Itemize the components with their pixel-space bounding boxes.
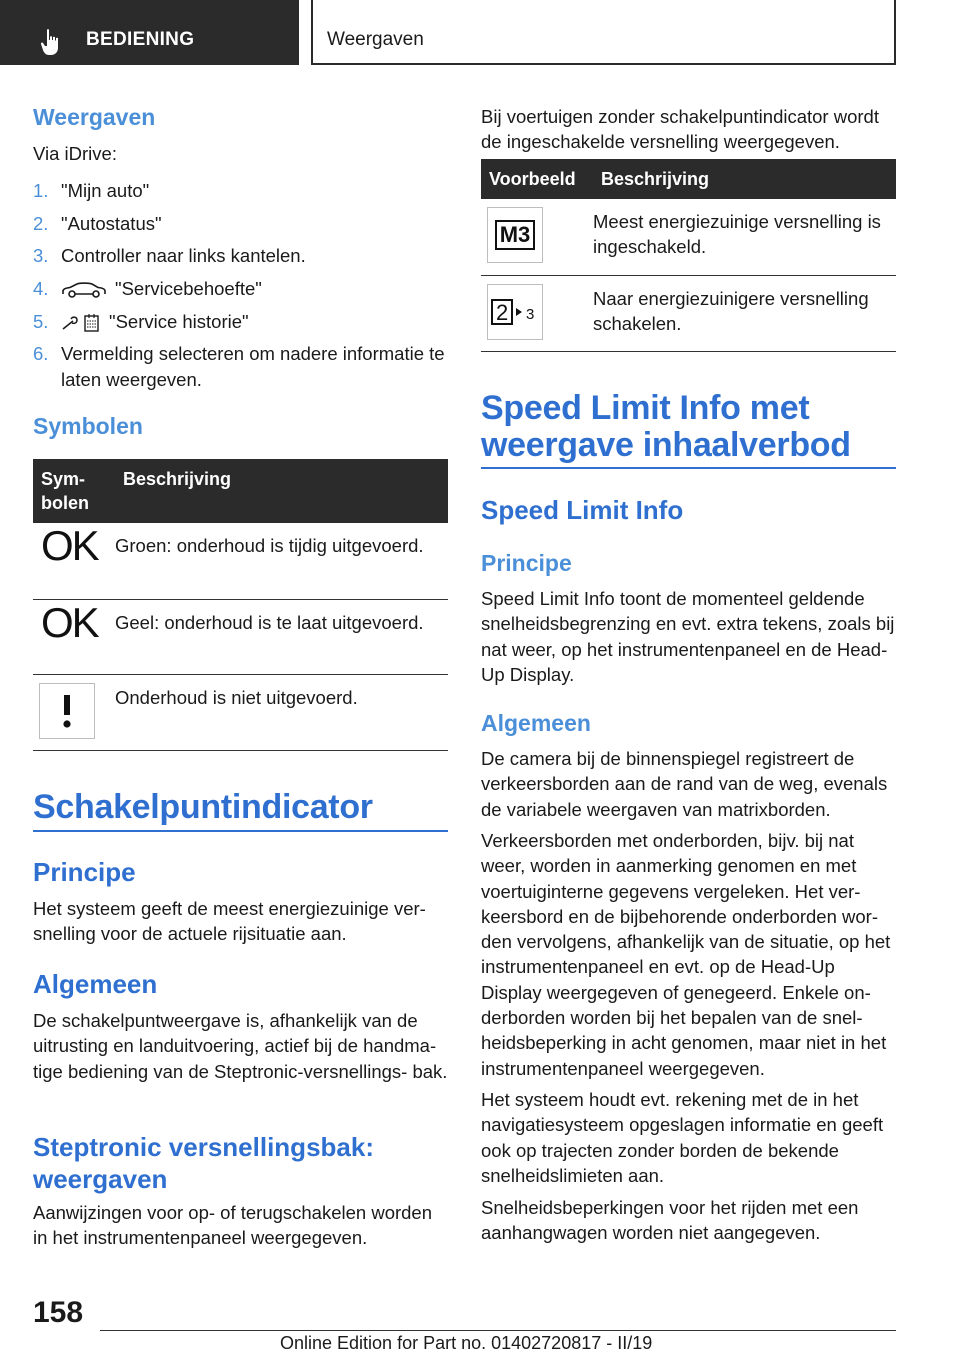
ok-yellow-icon: OK [41, 598, 98, 646]
gear-intro-text: Bij voertuigen zonder schakelpuntindicator wordt de ingeschakelde versnelling weergegeven. [481, 106, 879, 153]
section-tab [0, 0, 299, 65]
column-header: Beschrijving [593, 159, 896, 199]
table-header [481, 159, 896, 199]
steptronic-text: Aanwijzingen voor op- of terugschakelen worden in het instrumentenpaneel weergegeven. [33, 1202, 433, 1249]
table-header [33, 459, 448, 523]
table-cell: Onderhoud is niet uitgevoerd. [115, 674, 448, 750]
speed-title: Speed Limit Info met weergave inhaalverbod [481, 389, 851, 464]
list-item: 5. "Service historie" [33, 310, 249, 332]
principe-text: Het systeem geeft de meest energiezuinige ver‐ snelling voor de actuele rijsituatie aan. [33, 898, 426, 945]
schakel-title: Schakelpuntindicator [33, 788, 373, 826]
car-outline-icon [61, 281, 107, 299]
speed-para-1: De camera bij de binnenspiegel registreert de verkeersborden aan de rand van de weg, evenals de variabele weergaven van matrixborden. [481, 748, 888, 820]
column-header: Sym‐ bolen [33, 459, 115, 523]
list-item: 6. Vermelding selecteren om nadere informatie te laten weergeven. [33, 343, 445, 390]
speed-principe-text: Speed Limit Info toont de momenteel geldende snelheidsbegrenzing en evt. extra tekens, zoals bij nat weer, op het instrumentenpaneel en de Head-Up Display. [481, 588, 895, 685]
table-cell: Meest energiezuinige versnelling is ingeschakeld. [593, 199, 896, 275]
speed-para-4: Snelheidsbeperkingen voor het rijden met een aanhangwagen worden niet aangegeven. [481, 1197, 859, 1244]
speed-principe-heading: Principe [481, 550, 572, 576]
algemeen-text: De schakelpuntweergave is, afhankelijk van de uitrusting en landuitvoering, actief bij de handma‐ tige bediening van de Steptronic-versnellings‐ bak. [33, 1010, 448, 1082]
steps-list [33, 178, 448, 399]
speed-subtitle: Speed Limit Info [481, 495, 684, 525]
symbolen-heading: Symbolen [33, 413, 143, 439]
gear-table [481, 159, 896, 352]
table-row [33, 674, 448, 750]
title-rule [481, 467, 896, 469]
exclamation-icon [39, 683, 95, 739]
svg-text:3: 3 [526, 305, 535, 323]
steptronic-heading: Steptronic versnellingsbak: weergaven [33, 1132, 374, 1194]
speed-algemeen-heading: Algemeen [481, 710, 591, 736]
list-item: 1. "Mijn auto" [33, 180, 150, 201]
title-rule [33, 830, 448, 832]
page-title: Weergaven [327, 29, 424, 50]
section-label: BEDIENING [86, 29, 195, 50]
hand-icon [40, 28, 64, 56]
edition-text: Online Edition for Part no. 01402720817 - II/19 [280, 1333, 653, 1353]
table-row [481, 199, 896, 275]
page-header [311, 0, 896, 65]
speed-para-2: Verkeersborden met onderborden, bijv. bij nat weer, worden in aanmerking genomen en met voertuiginterne gegevens vergeleken. Het ver‐ keersbord en de bijbehorende onderborden wor‐ den vervolgens, afhankelijk van de situatie, op het instrumentenpaneel en evt. op de Head-Up Display weergegeven of genegeerd. Enkele on‐ derborden worden bij het bepalen van de snel‐ heidsbeperking in acht genomen, maar niet in het instrumentenpaneel weergegeven. [481, 830, 891, 1079]
table-cell: Naar energiezuinigere versnelling schakelen. [593, 275, 896, 351]
principe-heading: Principe [33, 857, 136, 887]
weergaven-heading: Weergaven [33, 104, 156, 130]
ok-green-icon: OK [41, 522, 98, 569]
service-history-icon [61, 313, 101, 333]
column-header: Beschrijving [115, 459, 448, 523]
table-row [481, 275, 896, 351]
speed-para-3: Het systeem houdt evt. rekening met de in het navigatiesysteem opgeslagen informatie en geeft ook op trajecten zonder borden de bekende snelheidslimieten aan. [481, 1089, 884, 1186]
list-item: 3. Controller naar links kantelen. [33, 245, 306, 267]
page-number: 158 [33, 1296, 84, 1329]
svg-text:2: 2 [496, 299, 509, 325]
symbols-table [33, 459, 448, 751]
gear-m3-icon: M3 [487, 207, 543, 263]
list-item: 4. "Servicebehoefte" [33, 278, 262, 300]
table-cell: Geel: onderhoud is te laat uitgevoerd. [115, 599, 448, 674]
algemeen-heading: Algemeen [33, 969, 158, 999]
table-row [33, 599, 448, 674]
footer-rule [100, 1330, 896, 1331]
intro-text: Via iDrive: [33, 143, 117, 164]
table-row [33, 523, 448, 599]
column-header: Voorbeeld [481, 159, 593, 199]
table-cell: Groen: onderhoud is tijdig uitgevoerd. [115, 523, 448, 599]
gear-shift-2-3-icon [487, 284, 543, 340]
list-item: 2. "Autostatus" [33, 212, 162, 234]
